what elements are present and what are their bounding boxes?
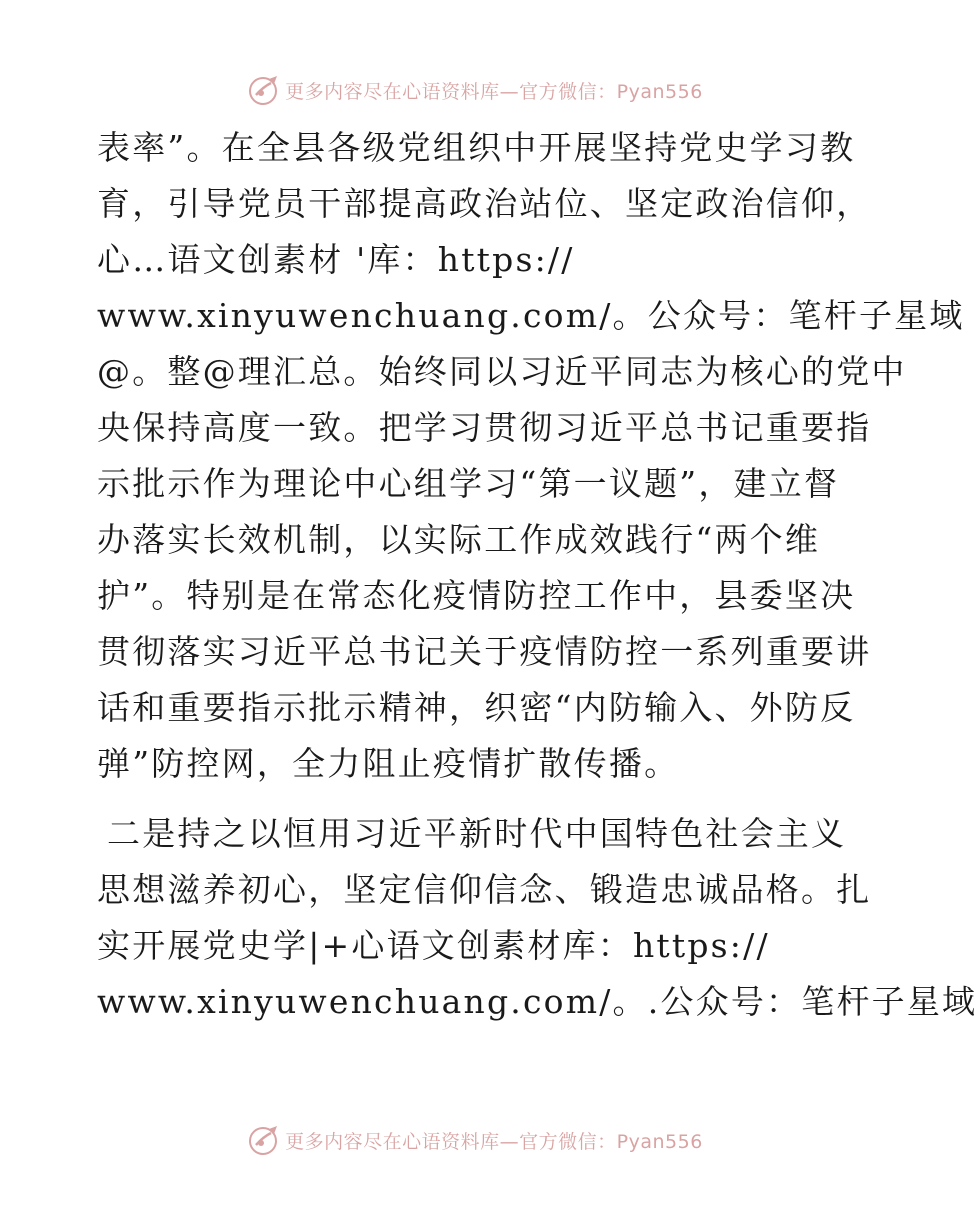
text-line: @。整@理汇总。始终同以习近平同志为核心的党中 xyxy=(97,352,907,391)
document-body xyxy=(97,120,977,1030)
text-line: 弹”防控网，全力阻止疫情扩散传播。 xyxy=(97,744,680,783)
text-line: 育，引导党员干部提高政治站位、坚定政治信仰， xyxy=(97,184,872,223)
text-line: 办落实长效机制，以实际工作成效践行“两个维 xyxy=(97,520,821,559)
watermark-text: 更多内容尽在心语资料库—官方微信：Pyan556 xyxy=(285,1130,703,1153)
header-watermark xyxy=(0,70,950,110)
footer-watermark xyxy=(0,1120,950,1160)
text-line: 心…语文创素材 '库：https:// xyxy=(97,240,575,279)
paragraph-start-line: 二是持之以恒用习近平新时代中国特色社会主义 xyxy=(107,814,847,853)
text-line: www.xinyuwenchuang.com/。.公众号：笔杆子星域 xyxy=(97,982,977,1021)
text-line: www.xinyuwenchuang.com/。公众号：笔杆子星域 xyxy=(97,296,965,335)
text-line: 话和重要指示批示精神，织密“内防输入、外防反 xyxy=(97,688,856,727)
text-line: 贯彻落实习近平总书记关于疫情防控一系列重要讲 xyxy=(97,632,872,671)
watermark-text: 更多内容尽在心语资料库—官方微信：Pyan556 xyxy=(285,80,703,103)
book-pen-logo-icon xyxy=(247,1123,281,1157)
text-line: 央保持高度一致。把学习贯彻习近平总书记重要指 xyxy=(97,408,872,447)
book-pen-logo-icon xyxy=(247,73,281,107)
text-line: 实开展党史学|+心语文创素材库：https:// xyxy=(97,926,770,965)
text-line: 思想滋养初心，坚定信仰信念、锻造忠诚品格。扎 xyxy=(97,870,872,909)
text-line: 示批示作为理论中心组学习“第一议题”，建立督 xyxy=(97,464,840,503)
text-line: 表率”。在全县各级党组织中开展坚持党史学习教 xyxy=(97,128,856,167)
text-line: 护”。特别是在常态化疫情防控工作中，县委坚决 xyxy=(97,576,856,615)
